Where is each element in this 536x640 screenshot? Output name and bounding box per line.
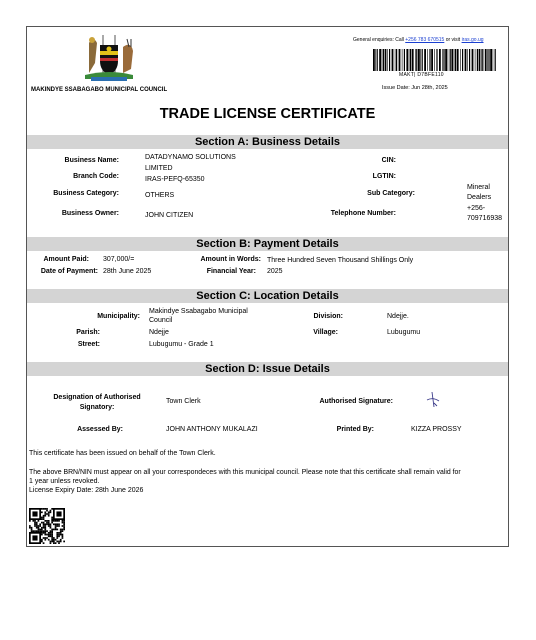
- barcode-bar: [406, 49, 408, 71]
- qr-module: [58, 525, 60, 527]
- qr-module: [39, 530, 41, 532]
- qr-module: [44, 527, 46, 529]
- branch-code-value: IRAS-PEFQ-65350: [145, 176, 205, 183]
- qr-module: [51, 520, 53, 522]
- qr-module: [32, 530, 34, 532]
- qr-module: [50, 511, 52, 513]
- qr-module: [43, 518, 45, 520]
- qr-module: [58, 523, 60, 525]
- qr-module: [62, 522, 64, 524]
- barcode-bar: [462, 49, 463, 71]
- barcode-bar: [469, 49, 470, 71]
- qr-module: [53, 541, 55, 543]
- qr-module: [50, 510, 52, 512]
- trade-license-certificate: [26, 26, 509, 547]
- village-label: Village:: [313, 329, 338, 336]
- barcode-bar: [387, 49, 388, 71]
- qr-module: [62, 520, 64, 522]
- barcode-bar: [465, 49, 467, 71]
- municipality-line2: Council: [149, 317, 173, 324]
- barcode-bar: [434, 49, 435, 71]
- qr-module: [34, 530, 36, 532]
- barcode-bar: [436, 49, 437, 71]
- qr-module: [36, 527, 38, 529]
- qr-module: [56, 541, 58, 543]
- qr-module: [43, 523, 45, 525]
- enquiries-phone-link[interactable]: +256 783 670515: [405, 37, 445, 43]
- division-label: Division:: [313, 313, 343, 320]
- barcode-bar: [404, 49, 405, 71]
- qr-module: [63, 529, 65, 531]
- business-name-label: Business Name:: [64, 157, 119, 164]
- qr-module: [41, 522, 43, 524]
- qr-module: [38, 527, 40, 529]
- barcode-bar: [454, 49, 455, 71]
- qr-module: [60, 539, 62, 541]
- qr-module: [41, 539, 43, 541]
- qr-module: [51, 508, 53, 510]
- designation-value: Town Clerk: [166, 398, 201, 405]
- amount-paid-label: Amount Paid:: [43, 256, 89, 263]
- amount-words-label: Amount in Words:: [200, 256, 261, 263]
- qr-module: [48, 534, 50, 536]
- qr-module: [32, 520, 34, 522]
- qr-module: [55, 523, 57, 525]
- qr-module: [41, 530, 43, 532]
- qr-module: [56, 532, 58, 534]
- qr-module: [44, 539, 46, 541]
- barcode-bar: [385, 49, 387, 71]
- qr-module: [56, 525, 58, 527]
- barcode-bar: [422, 49, 423, 71]
- barcode-bar: [420, 49, 421, 71]
- qr-module: [44, 520, 46, 522]
- barcode-bar: [442, 49, 443, 71]
- barcode-bar: [482, 49, 483, 71]
- qr-module: [50, 527, 52, 529]
- barcode-bar: [445, 49, 447, 71]
- barcode-bar: [495, 49, 496, 71]
- qr-module: [63, 522, 65, 524]
- qr-module: [46, 523, 48, 525]
- qr-module: [44, 537, 46, 539]
- barcode-bar: [396, 49, 397, 71]
- qr-module: [44, 508, 46, 510]
- division-value: Ndejje.: [387, 313, 409, 320]
- qr-module: [56, 534, 58, 536]
- barcode-bar: [416, 49, 417, 71]
- qr-module: [46, 508, 48, 510]
- barcode-bar: [467, 49, 468, 71]
- municipality-label: Municipality:: [97, 313, 140, 320]
- qr-module: [51, 530, 53, 532]
- barcode-bar: [412, 49, 414, 71]
- designation-label-line1: Designation of Authorised: [53, 394, 141, 401]
- section-d-heading: Section D: Issue Details: [27, 362, 508, 376]
- street-label: Street:: [77, 341, 100, 348]
- brn-note-line1: The above BRN/NIN must appear on all your correspondeces with this municipal council. Please note that this certificate shall remain valid for: [29, 469, 461, 476]
- qr-module: [38, 530, 40, 532]
- qr-module: [44, 515, 46, 517]
- qr-module: [58, 542, 60, 544]
- barcode-bar: [379, 49, 381, 71]
- qr-module: [60, 532, 62, 534]
- qr-module: [56, 529, 58, 531]
- qr-module: [48, 520, 50, 522]
- barcode-bar: [415, 49, 416, 71]
- barcode-bar: [477, 49, 478, 71]
- qr-module: [29, 525, 31, 527]
- qr-module: [29, 527, 31, 529]
- qr-module: [44, 525, 46, 527]
- qr-module: [51, 518, 53, 520]
- barcode-bar: [439, 49, 441, 71]
- qr-module: [44, 523, 46, 525]
- qr-module: [53, 520, 55, 522]
- qr-module: [46, 537, 48, 539]
- barcode-bar: [443, 49, 444, 71]
- enquiries-line: [353, 37, 484, 43]
- qr-module: [44, 532, 46, 534]
- payment-date-label: Date of Payment:: [40, 268, 98, 275]
- qr-module: [53, 539, 55, 541]
- qr-module: [43, 515, 45, 517]
- qr-module: [56, 520, 58, 522]
- printed-by-value: KIZZA PROSSY: [411, 426, 462, 433]
- qr-module: [55, 539, 57, 541]
- sub-category-line2: Dealers: [467, 194, 492, 201]
- qr-module: [44, 511, 46, 513]
- qr-module: [46, 513, 48, 515]
- street-value: Lubugumu - Grade 1: [149, 341, 214, 348]
- qr-module: [50, 530, 52, 532]
- qr-module: [32, 535, 37, 540]
- issue-date: Issue Date: Jun 28th, 2025: [382, 85, 448, 91]
- qr-module: [51, 541, 53, 543]
- qr-module: [46, 520, 48, 522]
- barcode-bar: [402, 49, 403, 71]
- qr-module: [60, 529, 62, 531]
- qr-module: [43, 508, 45, 510]
- qr-module: [39, 525, 41, 527]
- qr-module: [36, 530, 38, 532]
- qr-module: [36, 523, 38, 525]
- qr-module: [58, 532, 60, 534]
- parish-label: Parish:: [76, 329, 100, 336]
- qr-module: [43, 522, 45, 524]
- qr-module: [63, 520, 65, 522]
- qr-module: [63, 523, 65, 525]
- qr-module: [44, 530, 46, 532]
- amount-paid-value: 307,000/=: [103, 256, 135, 263]
- barcode-bar: [373, 49, 375, 71]
- barcode-bar: [399, 49, 401, 71]
- qr-module: [50, 535, 52, 537]
- qr-module: [38, 520, 40, 522]
- qr-module: [51, 535, 53, 537]
- barcode: [373, 49, 497, 71]
- business-category-label: Business Category:: [53, 190, 119, 197]
- qr-module: [41, 508, 43, 510]
- qr-module: [55, 525, 57, 527]
- qr-module: [38, 529, 40, 531]
- barcode-bar: [427, 49, 428, 71]
- qr-module: [34, 522, 36, 524]
- barcode-bar: [382, 49, 383, 71]
- qr-module: [62, 530, 64, 532]
- qr-module: [62, 534, 64, 536]
- qr-module: [55, 520, 57, 522]
- payment-date-value: 28th June 2025: [103, 268, 152, 275]
- section-c-heading: Section C: Location Details: [27, 289, 508, 303]
- qr-module: [60, 530, 62, 532]
- barcode-bar: [472, 49, 474, 71]
- qr-module: [51, 534, 53, 536]
- barcode-bar: [460, 49, 461, 71]
- qr-module: [43, 532, 45, 534]
- qr-module: [53, 529, 55, 531]
- qr-module: [56, 537, 58, 539]
- designation-label: [41, 393, 153, 413]
- barcode-bar: [451, 49, 453, 71]
- enquiries-prefix: General enquiries: Call: [353, 37, 406, 43]
- qr-module: [50, 523, 52, 525]
- business-owner-label: Business Owner:: [61, 210, 119, 217]
- qr-module: [51, 522, 53, 524]
- barcode-bar: [431, 49, 433, 71]
- qr-module: [46, 510, 48, 512]
- qr-module: [48, 513, 50, 515]
- barcode-bar: [377, 49, 378, 71]
- printed-by-label: Printed By:: [336, 426, 374, 433]
- barcode-bar: [475, 49, 476, 71]
- qr-module: [58, 520, 60, 522]
- qr-module: [48, 525, 50, 527]
- financial-year-value: 2025: [267, 268, 283, 275]
- qr-module: [31, 527, 33, 529]
- qr-module: [44, 513, 46, 515]
- qr-module: [51, 539, 53, 541]
- barcode-bar: [485, 49, 487, 71]
- qr-module: [56, 535, 58, 537]
- qr-module: [48, 522, 50, 524]
- qr-module: [62, 537, 64, 539]
- qr-module: [53, 537, 55, 539]
- section-a-heading: Section A: Business Details: [27, 135, 508, 149]
- page-title: TRADE LICENSE CERTIFICATE: [159, 106, 376, 122]
- qr-module: [43, 537, 45, 539]
- barcode-bar: [490, 49, 492, 71]
- qr-module: [41, 511, 43, 513]
- qr-module: [58, 535, 60, 537]
- qr-module: [31, 530, 33, 532]
- lgtin-label: LGTIN:: [372, 173, 396, 180]
- qr-module: [58, 534, 60, 536]
- sub-category-line1: Mineral: [467, 184, 490, 191]
- qr-module: [43, 527, 45, 529]
- barcode-bar: [487, 49, 488, 71]
- business-category-value: OTHERS: [145, 192, 175, 199]
- qr-module: [41, 532, 43, 534]
- enquiries-mid: or visit: [444, 37, 462, 43]
- qr-module: [50, 534, 52, 536]
- barcode-text: MAKT| D7BFE110: [399, 72, 444, 78]
- amount-words-value: Three Hundred Seven Thousand Shillings Only: [267, 257, 414, 264]
- qr-module: [41, 541, 43, 543]
- qr-module: [50, 541, 52, 543]
- barcode-bar: [418, 49, 420, 71]
- telephone-label: Telephone Number:: [330, 210, 396, 217]
- barcode-bar: [493, 49, 494, 71]
- qr-module: [34, 520, 36, 522]
- business-owner-value: JOHN CITIZEN: [145, 212, 194, 219]
- qr-module: [60, 534, 62, 536]
- qr-module: [31, 529, 33, 531]
- qr-module: [41, 534, 43, 536]
- qr-module: [50, 532, 52, 534]
- qr-module: [39, 529, 41, 531]
- barcode-bar: [450, 49, 451, 71]
- business-name-line1: DATADYNAMO SOLUTIONS: [145, 154, 236, 161]
- barcode-bar: [424, 49, 426, 71]
- authorised-signature-label: Authorised Signature:: [319, 398, 393, 405]
- qr-module: [58, 541, 60, 543]
- qr-module: [46, 530, 48, 532]
- qr-module: [29, 520, 31, 522]
- municipality-line1: Makindye Ssabagabo Municipal: [149, 308, 248, 315]
- qr-module: [63, 525, 65, 527]
- coat-of-arms-emblem: [79, 31, 139, 83]
- council-name: MAKINDYE SSABAGABO MUNICIPAL COUNCIL: [31, 87, 168, 93]
- designation-label-line2: Signatory:: [79, 404, 115, 411]
- signature-mark: [425, 391, 441, 409]
- parish-value: Ndejje: [149, 329, 169, 336]
- qr-module: [32, 511, 37, 516]
- barcode-bar: [455, 49, 456, 71]
- qr-module: [41, 518, 43, 520]
- qr-code: [29, 508, 65, 544]
- qr-module: [41, 527, 43, 529]
- qr-module: [55, 529, 57, 531]
- qr-module: [62, 529, 64, 531]
- qr-module: [48, 535, 50, 537]
- barcode-bar: [392, 49, 394, 71]
- qr-module: [48, 532, 50, 534]
- enquiries-website-link[interactable]: iras.go.ug: [461, 37, 484, 43]
- qr-module: [53, 523, 55, 525]
- qr-module: [41, 529, 43, 531]
- qr-module: [38, 525, 40, 527]
- qr-module: [36, 525, 38, 527]
- qr-module: [43, 542, 45, 544]
- brn-note-line2: 1 year unless revoked.: [29, 478, 100, 485]
- qr-module: [56, 523, 58, 525]
- barcode-bar: [383, 49, 384, 71]
- barcode-bar: [395, 49, 396, 71]
- qr-module: [46, 534, 48, 536]
- cin-label: CIN:: [381, 157, 396, 164]
- barcode-bar: [409, 49, 410, 71]
- barcode-bar: [448, 49, 449, 71]
- license-expiry: License Expiry Date: 28th June 2026: [29, 487, 144, 494]
- qr-module: [55, 527, 57, 529]
- qr-module: [50, 542, 52, 544]
- qr-module: [43, 530, 45, 532]
- business-name-line2: LIMITED: [145, 165, 173, 172]
- section-b-heading: Section B: Payment Details: [27, 237, 508, 251]
- branch-code-label: Branch Code:: [73, 173, 119, 180]
- qr-module: [41, 517, 43, 519]
- barcode-bar: [389, 49, 390, 71]
- telephone-line1: +256-: [467, 205, 486, 212]
- qr-module: [63, 527, 65, 529]
- sub-category-label: Sub Category:: [367, 190, 415, 197]
- qr-module: [50, 525, 52, 527]
- qr-module: [36, 522, 38, 524]
- assessed-by-label: Assessed By:: [77, 426, 123, 433]
- barcode-bar: [410, 49, 411, 71]
- barcode-bar: [479, 49, 481, 71]
- qr-module: [48, 523, 50, 525]
- telephone-line2: 709716938: [467, 215, 503, 222]
- qr-module: [60, 541, 62, 543]
- qr-module: [51, 532, 53, 534]
- qr-module: [34, 525, 36, 527]
- qr-module: [48, 511, 50, 513]
- qr-module: [51, 517, 53, 519]
- qr-module: [34, 523, 36, 525]
- barcode-bar: [375, 49, 376, 71]
- qr-module: [48, 539, 50, 541]
- qr-module: [44, 529, 46, 531]
- qr-module: [55, 542, 57, 544]
- qr-module: [62, 525, 64, 527]
- qr-module: [44, 534, 46, 536]
- barcode-bar: [457, 49, 459, 71]
- qr-module: [43, 517, 45, 519]
- village-value: Lubugumu: [387, 329, 421, 336]
- financial-year-label: Financial Year:: [206, 268, 256, 275]
- qr-module: [51, 529, 53, 531]
- qr-module: [43, 525, 45, 527]
- qr-module: [63, 541, 65, 543]
- qr-module: [46, 522, 48, 524]
- issued-note: This certificate has been issued on behalf of the Town Clerk.: [29, 450, 216, 457]
- qr-module: [56, 511, 61, 516]
- qr-module: [39, 523, 41, 525]
- qr-module: [62, 535, 64, 537]
- barcode-bar: [488, 49, 489, 71]
- assessed-by-value: JOHN ANTHONY MUKALAZI: [166, 426, 258, 433]
- qr-module: [48, 515, 50, 517]
- qr-module: [53, 542, 55, 544]
- qr-module: [51, 537, 53, 539]
- barcode-bar: [481, 49, 482, 71]
- barcode-bar: [429, 49, 430, 71]
